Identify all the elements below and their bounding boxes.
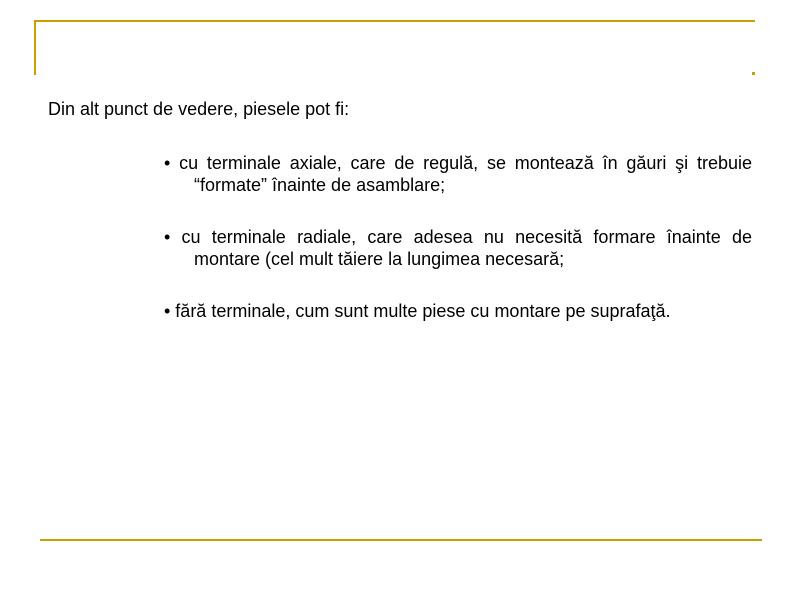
intro-text: Din alt punct de vedere, piesele pot fi: <box>48 99 350 119</box>
top-rule <box>34 20 755 22</box>
bullet-item-axial: • cu terminale axiale, care de regulă, se montează în găuri şi trebuie “formate” înainte de asamblare; <box>164 153 752 195</box>
bullet-list <box>164 152 752 322</box>
bottom-rule <box>40 539 762 541</box>
corner-dot <box>752 72 755 75</box>
left-rule <box>34 20 36 75</box>
bullet-item-radial: • cu terminale radiale, care adesea nu necesită formare înainte de montare (cel mult tăiere la lungimea necesară; <box>164 227 752 269</box>
bullet-item-no-terminals: • fără terminale, cum sunt multe piese cu montare pe suprafaţă. <box>164 301 671 321</box>
